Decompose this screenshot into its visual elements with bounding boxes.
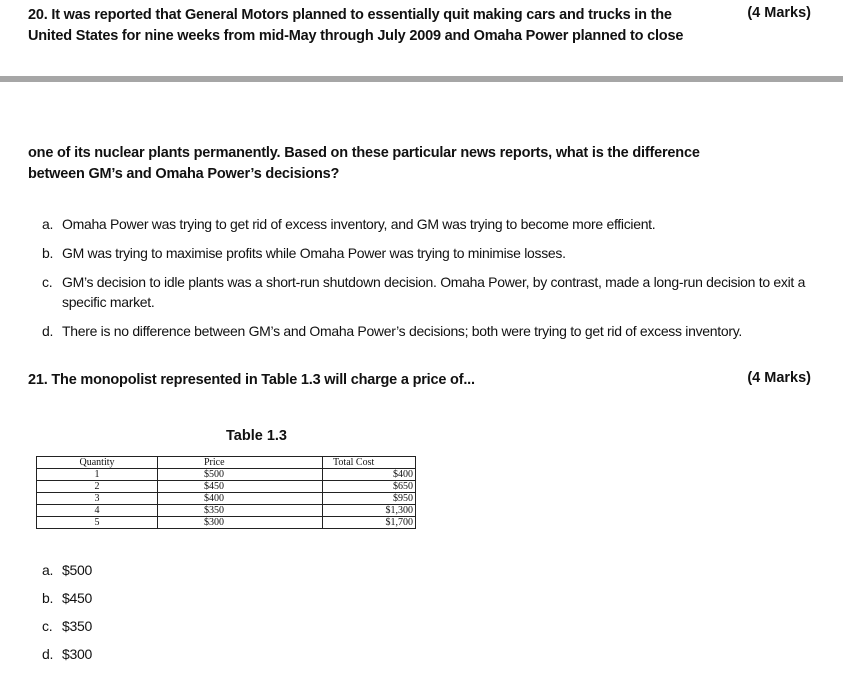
- cell-price: $500: [158, 469, 323, 481]
- question-20-cont-line-1: one of its nuclear plants permanently. Based on these particular news reports, what is the difference: [28, 145, 700, 161]
- cell-total-cost: $950: [323, 493, 416, 505]
- option-letter: d.: [42, 323, 54, 339]
- question-20-marks: (4 Marks): [747, 5, 811, 21]
- q21-option-a[interactable]: [38, 560, 92, 580]
- header-total-cost: Total Cost: [323, 457, 416, 469]
- question-20-cont-line-2: between GM’s and Omaha Power’s decisions?: [28, 166, 340, 182]
- option-text: $450: [62, 590, 92, 606]
- question-21-text: 21. The monopolist represented in Table 1.3 will charge a price of...: [28, 372, 475, 388]
- table-title: Table 1.3: [226, 428, 287, 444]
- cell-price: $400: [158, 493, 323, 505]
- cell-quantity: 4: [37, 505, 158, 517]
- q21-option-c[interactable]: [38, 616, 92, 636]
- cell-total-cost: $1,700: [323, 517, 416, 529]
- table-row: [37, 517, 416, 529]
- q21-option-b[interactable]: [38, 588, 92, 608]
- question-21-options: [38, 560, 92, 672]
- option-text: GM’s decision to idle plants was a short-run shutdown decision. Omaha Power, by contrast, made a long-run decision to exit a specific market.: [62, 274, 806, 310]
- cell-price: $350: [158, 505, 323, 517]
- table-row: [37, 469, 416, 481]
- q21-option-d[interactable]: [38, 644, 92, 664]
- question-21-marks: (4 Marks): [747, 370, 811, 386]
- q20-option-b[interactable]: [38, 243, 818, 263]
- header-price: Price: [158, 457, 323, 469]
- cell-quantity: 3: [37, 493, 158, 505]
- option-letter: c.: [42, 618, 53, 634]
- option-letter: a.: [42, 562, 54, 578]
- header-quantity: Quantity: [37, 457, 158, 469]
- option-text: Omaha Power was trying to get rid of excess inventory, and GM was trying to become more efficient.: [62, 216, 656, 232]
- option-text: GM was trying to maximise profits while Omaha Power was trying to minimise losses.: [62, 245, 566, 261]
- cell-total-cost: $1,300: [323, 505, 416, 517]
- q20-option-c[interactable]: [38, 272, 818, 312]
- cell-total-cost: $400: [323, 469, 416, 481]
- table-row: [37, 493, 416, 505]
- table-row: [37, 481, 416, 493]
- option-letter: a.: [42, 216, 54, 232]
- cell-quantity: 5: [37, 517, 158, 529]
- page-divider: [0, 76, 843, 82]
- option-text: $300: [62, 646, 92, 662]
- cell-quantity: 1: [37, 469, 158, 481]
- cell-total-cost: $650: [323, 481, 416, 493]
- question-20-options: [38, 214, 818, 350]
- cell-price: $450: [158, 481, 323, 493]
- cell-price: $300: [158, 517, 323, 529]
- option-text: $500: [62, 562, 92, 578]
- option-letter: c.: [42, 274, 53, 290]
- table-1-3: [36, 456, 416, 529]
- option-text: $350: [62, 618, 92, 634]
- q20-option-a[interactable]: [38, 214, 818, 234]
- option-letter: b.: [42, 245, 54, 261]
- option-text: There is no difference between GM’s and Omaha Power’s decisions; both were trying to get rid of excess inventory.: [62, 323, 742, 339]
- q20-option-d[interactable]: [38, 321, 818, 341]
- table-header-row: [37, 457, 416, 469]
- option-letter: d.: [42, 646, 54, 662]
- question-20-line-1: 20. It was reported that General Motors planned to essentially quit making cars and trucks in the: [28, 7, 672, 23]
- cell-quantity: 2: [37, 481, 158, 493]
- table-row: [37, 505, 416, 517]
- question-20-line-2: United States for nine weeks from mid-May through July 2009 and Omaha Power planned to close: [28, 28, 684, 44]
- option-letter: b.: [42, 590, 54, 606]
- question-20-continuation: [28, 143, 748, 185]
